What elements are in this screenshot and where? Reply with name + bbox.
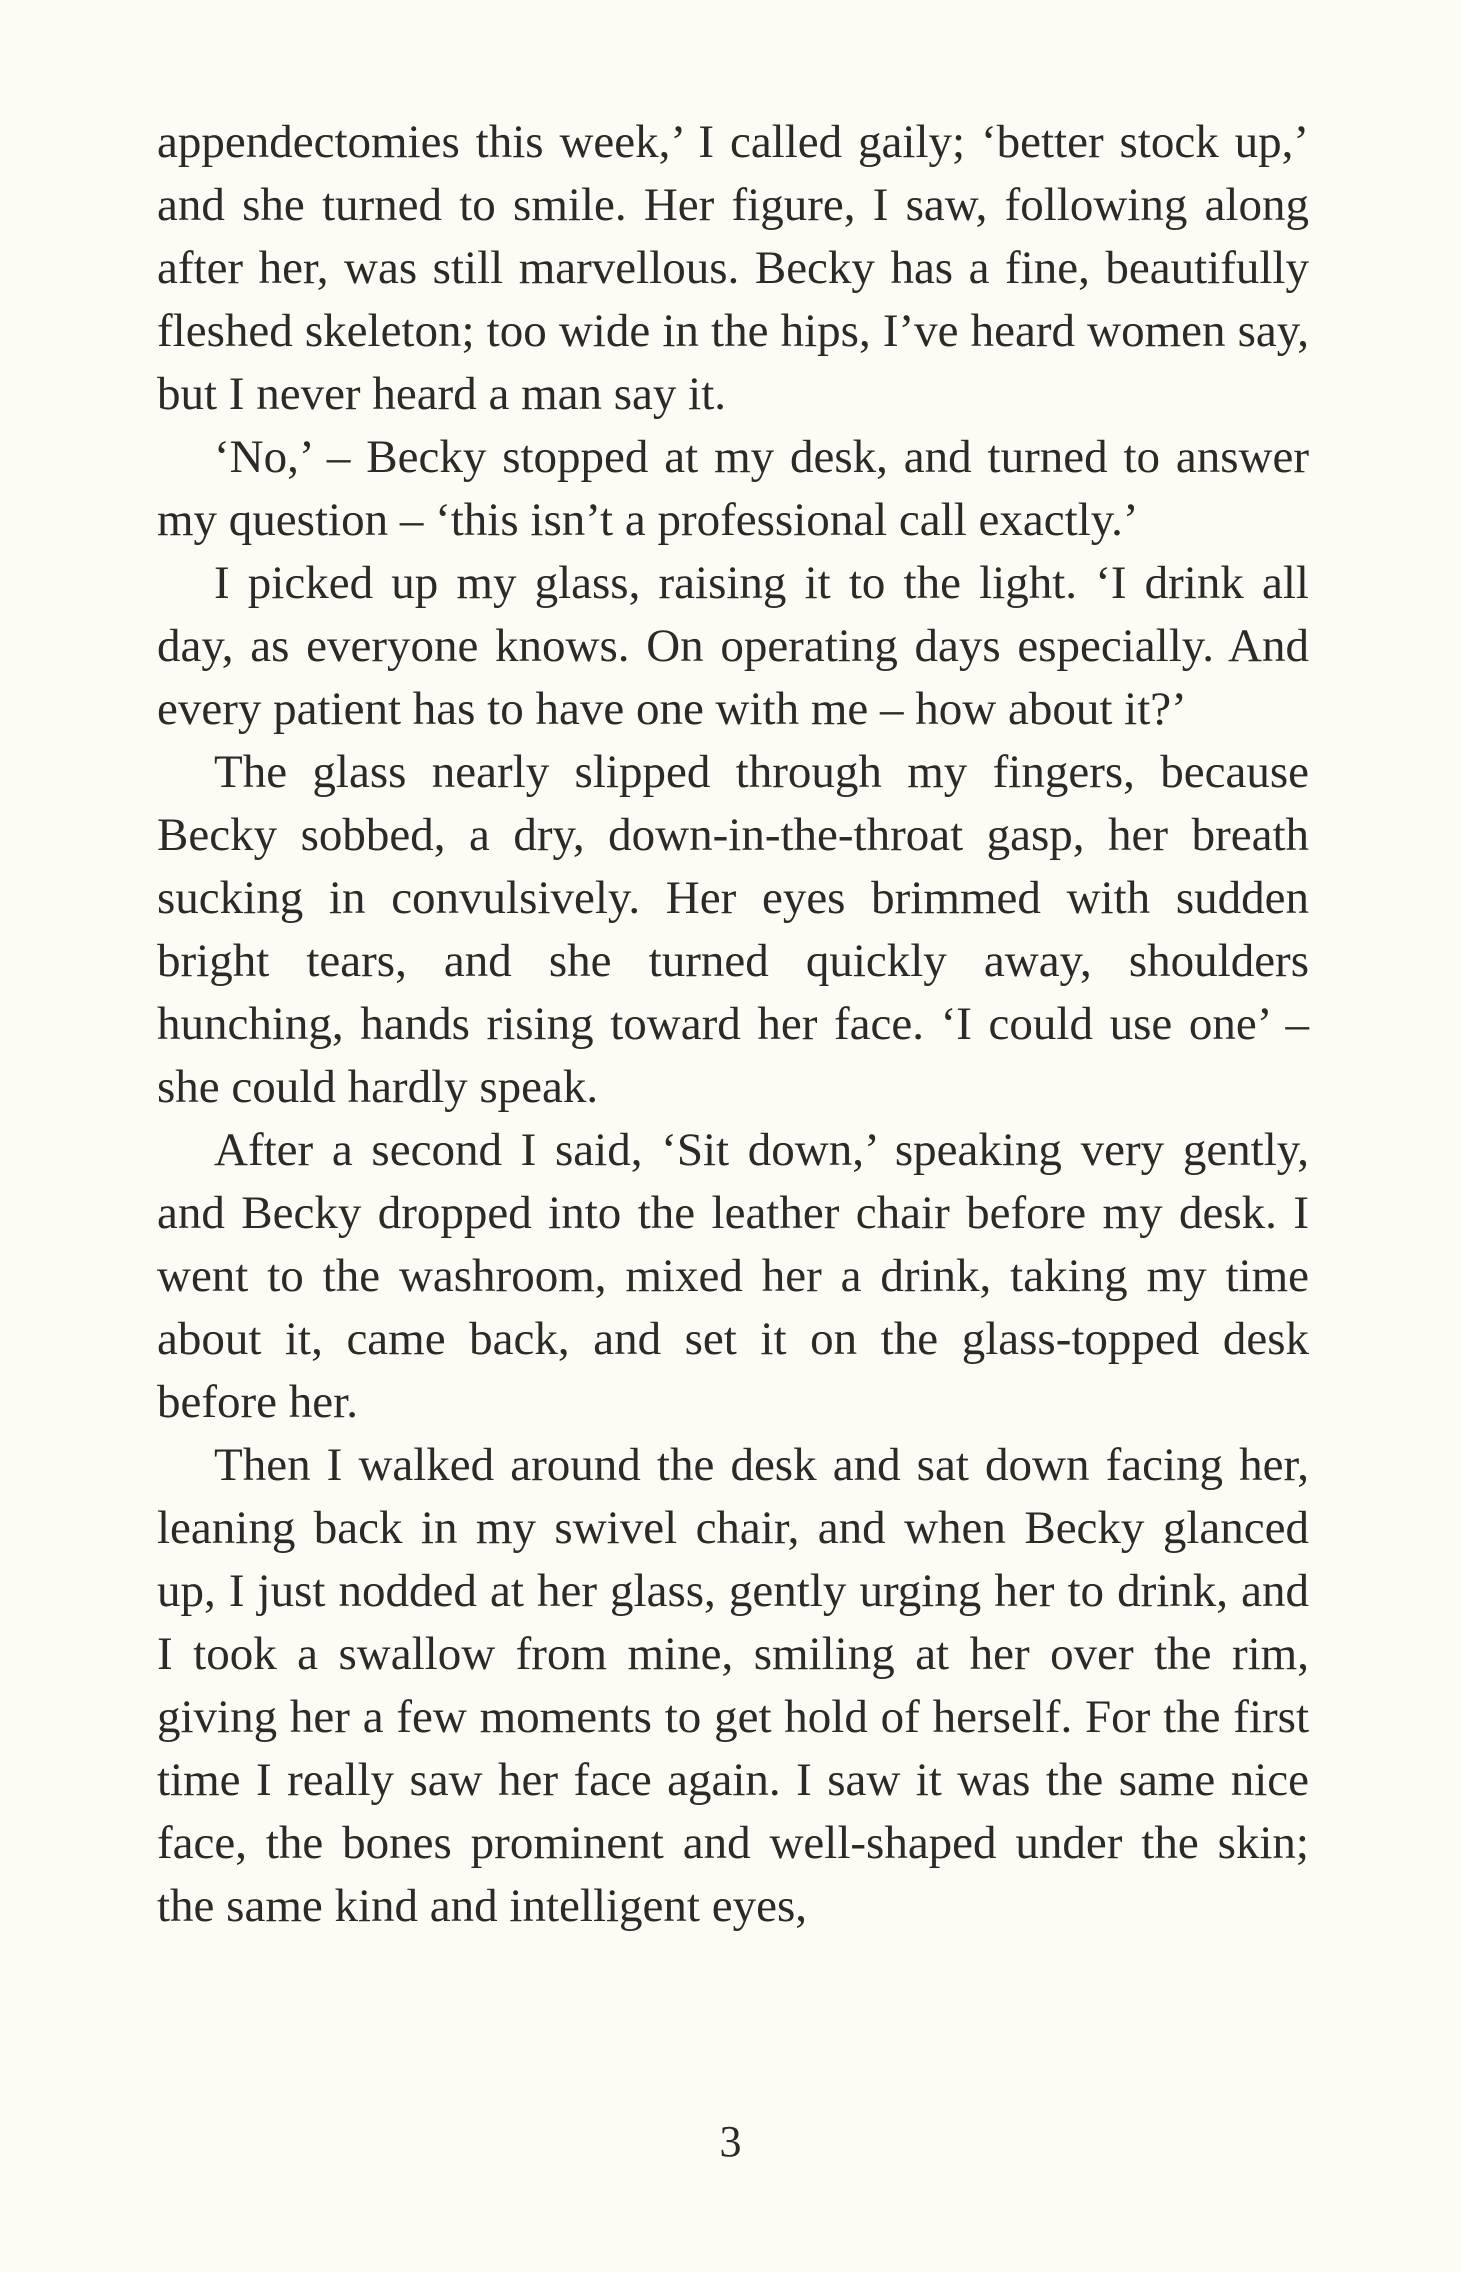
page-number: 3 xyxy=(719,2117,742,2166)
body-text xyxy=(157,111,1309,1938)
paragraph-2: ‘No,’ – Becky stopped at my desk, and turned to answer my question – ‘this isn’t a professional call exactly.’ xyxy=(157,431,1309,546)
paragraph-6: Then I walked around the desk and sat down facing her, leaning back in my swivel chair, and when Becky glanced up, I just nodded at her glass, gently urging her to drink, and I took a swallow from mine, smiling at her over the rim, giving her a few moments to get hold of herself. For the first time I really saw her face again. I saw it was the same nice face, the bones prominent and well-shaped under the skin; the same kind and intelligent eyes, xyxy=(157,1439,1309,1932)
paragraph-1: appendectomies this week,’ I called gaily; ‘better stock up,’ and she turned to smile. Her figure, I saw, following along after her, was still marvellous. Becky has a fine, beautifully fleshed skeleton; too wide in the hips, I’ve heard women say, but I never heard a man say it. xyxy=(157,116,1309,420)
paragraph-4: The glass nearly slipped through my fingers, because Becky sobbed, a dry, down-in-the-throat gasp, her breath sucking in convulsively. Her eyes brimmed with sudden bright tears, and she turned quickly away, shoulders hunching, hands rising toward her face. ‘I could use one’ – she could hardly speak. xyxy=(157,746,1309,1113)
paragraph-3: I picked up my glass, raising it to the light. ‘I drink all day, as everyone knows. On operating days especially. And every patient has to have one with me – how about it?’ xyxy=(157,557,1309,735)
paragraph-5: After a second I said, ‘Sit down,’ speaking very gently, and Becky dropped into the leather chair before my desk. I went to the washroom, mixed her a drink, taking my time about it, came back, and set it on the glass-topped desk before her. xyxy=(157,1124,1309,1428)
